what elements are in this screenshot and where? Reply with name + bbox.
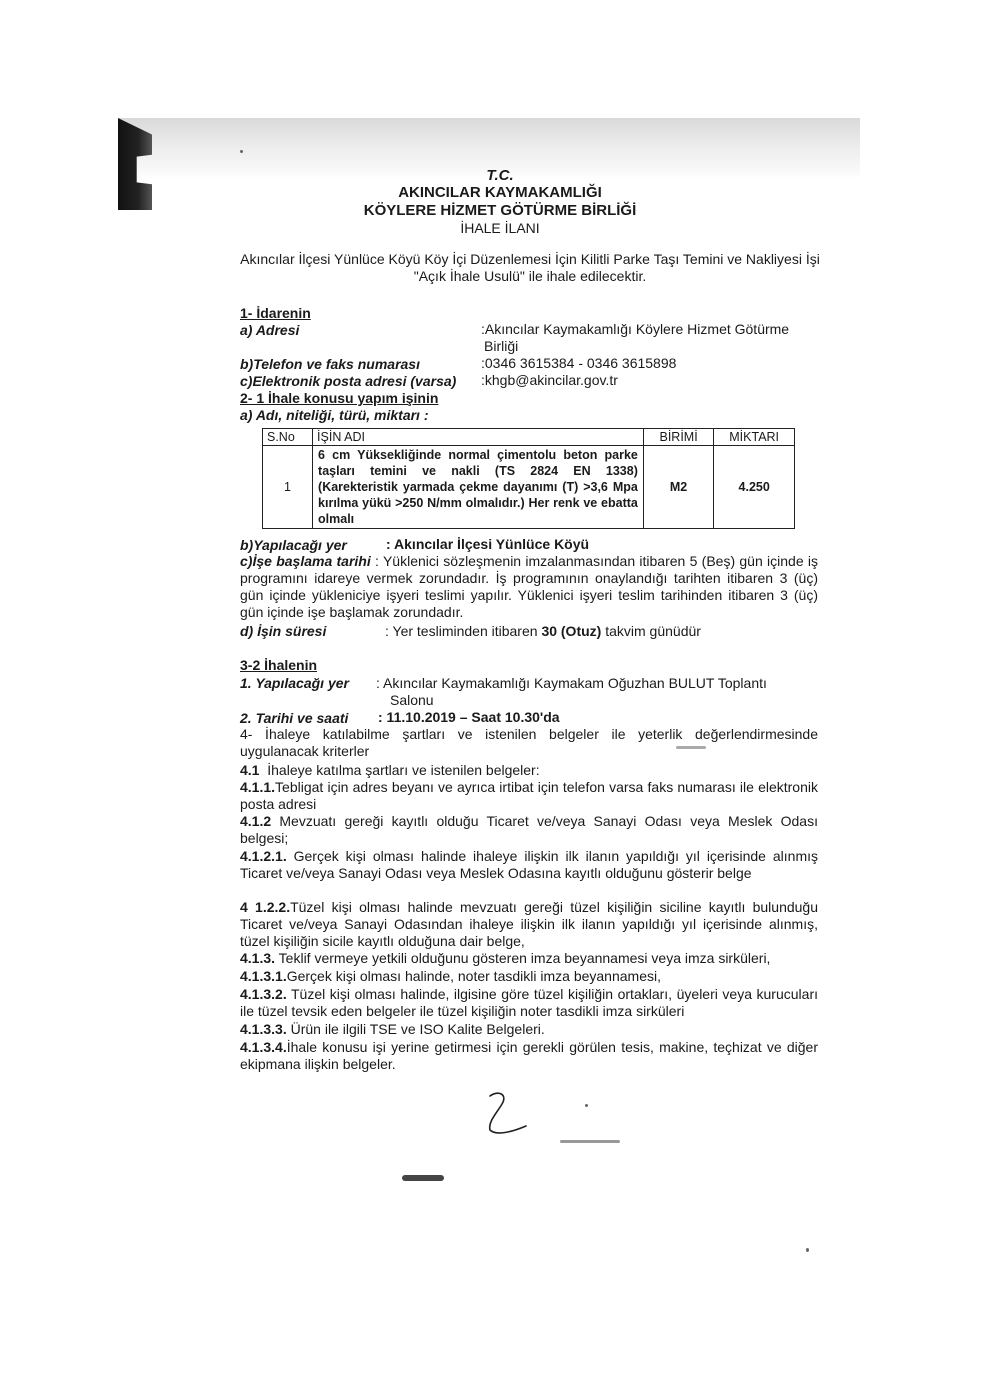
col-header-unit: BİRİMİ xyxy=(643,429,713,446)
tender-date-value: : 11.10.2019 – Saat 10.30'da xyxy=(378,709,560,725)
scan-speck xyxy=(402,1175,444,1181)
cell-qty: 4.250 xyxy=(714,446,795,529)
item-4-1-3-2-text: Tüzel kişi olması halinde, ilgisine göre tüzel kişiliğin ortakları, üyeleri veya kurucuları ile tüzel tevsik eden belgeler ile tüzel kişiliğin noter tasdikli imza sirküleri xyxy=(240,986,818,1019)
cell-no: 1 xyxy=(263,446,313,529)
item-4-1-3-number: 4.1.3. xyxy=(240,950,276,966)
item-4-1-text: İhaleye katılma şartları ve istenilen belgeler: xyxy=(267,762,540,778)
item-4-1-2 xyxy=(240,813,818,847)
item-4-1-3-3-text: Ürün ile ilgili TSE ve ISO Kalite Belgeleri. xyxy=(286,1021,545,1037)
phone-value: :0346 3615384 - 0346 3615898 xyxy=(481,355,677,371)
item-4-1-1 xyxy=(240,779,818,813)
item-4-1-2-2 xyxy=(240,899,818,950)
item-4-1-3-4 xyxy=(240,1039,818,1073)
cell-name: 6 cm Yüksekliğinde normal çimentolu beton parke taşları temini ve nakli (TS 2824 EN 1338) (Karekteristik yarmada çekme dayanımı (T) >3,6 Mpa kırılma yükü >250 N/mm olmalıdır.) Her renk ve ebatta olmalı xyxy=(313,446,644,529)
scan-speck xyxy=(240,150,243,153)
item-4-1-3-2-number: 4.1.3.2. xyxy=(240,986,287,1002)
duration-value-bold: 30 (Otuz) xyxy=(541,623,602,639)
duration-value-pre: : Yer tesliminden itibaren xyxy=(385,623,542,639)
intro-paragraph: Akıncılar İlçesi Yünlüce Köyü Köy İçi Düzenlemesi İçin Kilitli Parke Taşı Temini ve Nakliyesi İşi "Açık İhale Usulü" ile ihale edilecektir. xyxy=(240,251,820,284)
col-header-qty: MİKTARI xyxy=(714,429,795,446)
duration-block xyxy=(240,623,701,640)
item-4-1-2-2-text: Tüzel kişi olması halinde mevzuatı gereği tüzel kişiliğin siciline kayıtlı bulunduğu Ticaret ve/veya Sanayi Odasından ihaleye ilişkin ilk ilanın yapıldığı yıl içerisinde alınmış, tüzel kişiliğin sicile kayıtlı olduğuna dair belge, xyxy=(240,899,819,949)
item-4-1-2-text: Mevzuatı gereği kayıtlı olduğu Ticaret ve/veya Sanayi Odası veya Meslek Odası belgesi; xyxy=(240,813,818,846)
scan-speck xyxy=(585,1104,588,1107)
col-header-name: İŞİN ADI xyxy=(313,429,644,446)
tender-place-value-cont: Salonu xyxy=(390,692,434,708)
item-4-1-2-1 xyxy=(240,848,818,882)
tender-place-value: : Akıncılar Kaymakamlığı Kaymakam Oğuzhan BULUT Toplantı xyxy=(376,675,767,691)
item-4-1-3-1 xyxy=(240,968,818,985)
table-header-row xyxy=(263,429,795,446)
tender-place-label: 1. Yapılacağı yer xyxy=(240,675,349,691)
phone-label: b)Telefon ve faks numarası xyxy=(240,356,420,372)
item-4-1 xyxy=(240,762,818,779)
email-label: c)Elektronik posta adresi (varsa) xyxy=(240,373,457,389)
item-4-1-3-4-text: İhale konusu işi yerine getirmesi için gerekli görülen tesis, makine, teçhizat ve diğer ekipmana ilişkin belgeler. xyxy=(240,1039,818,1072)
email-value: :khgb@akincilar.gov.tr xyxy=(481,372,618,388)
item-4-1-2-2-number: 4 1.2.2. xyxy=(240,899,291,915)
start-label: c)İşe başlama tarihi xyxy=(240,553,371,569)
header-institution: AKINCILAR KAYMAKAMLIĞI xyxy=(398,184,602,201)
item-4-1-3-4-number: 4.1.3.4. xyxy=(240,1039,287,1055)
header-union: KÖYLERE HİZMET GÖTÜRME BİRLİĞİ xyxy=(363,202,637,219)
header-notice-title: İHALE İLANI xyxy=(460,220,540,236)
item-4-1-3-text: Teklif vermeye yetkili olduğunu gösteren imza beyannamesi veya imza sirküleri, xyxy=(275,950,771,966)
item-4-1-3 xyxy=(240,950,818,967)
duration-label: d) İşin süresi xyxy=(240,623,327,639)
start-value: : Yüklenici sözleşmenin imzalanmasından itibaren 5 (Beş) gün içinde iş programını idareye vermek zorundadır. İş programının onaylandığı tarihten itibaren 3 (üç) gün içinde yükleniciye işyeri teslimi yapılır. Yüklenici işyeri teslim tarihinden itibaren 3 (üç) gün içinde işe başlamak zorundadır. xyxy=(240,553,819,620)
duration-value-post: takvim günüdür xyxy=(601,623,701,639)
item-4-1-number: 4.1 xyxy=(240,762,260,778)
section2-title: 2- 1 İhale konusu yapım işinin xyxy=(240,390,439,406)
section4-intro: 4- İhaleye katılabilme şartları ve istenilen belgeler ile yeterlik değerlendirmesinde uygulanacak kriterler xyxy=(240,726,818,759)
place-value: : Akıncılar İlçesi Yünlüce Köyü xyxy=(386,536,590,552)
handwritten-page-mark xyxy=(482,1090,532,1140)
scan-speck xyxy=(560,1140,620,1143)
item-4-1-3-1-number: 4.1.3.1. xyxy=(240,968,287,984)
col-header-no: S.No xyxy=(263,429,313,446)
item-4-1-2-number: 4.1.2 xyxy=(240,813,272,829)
section1-title: 1- İdarenin xyxy=(240,305,311,321)
item-4-1-2-1-text: Gerçek kişi olması halinde ihaleye ilişkin ilk ilanın yapıldığı yıl içerisinde alınmış Ticaret ve/veya Sanayi Odası veya Meslek Odasına kayıtlı olduğunu gösterir belge xyxy=(240,848,818,881)
item-4-1-1-number: 4.1.1. xyxy=(240,779,276,795)
place-label: b)Yapılacağı yer xyxy=(240,537,347,553)
address-label: a) Adresi xyxy=(240,322,300,338)
tender-date-label: 2. Tarihi ve saati xyxy=(240,710,349,726)
item-4-1-2-1-number: 4.1.2.1. xyxy=(240,848,287,864)
scan-speck xyxy=(676,746,706,749)
cell-unit: M2 xyxy=(643,446,713,529)
table-row xyxy=(263,446,795,529)
section3-title: 3-2 İhalenin xyxy=(240,657,318,673)
header-tc: T.C. xyxy=(486,167,514,184)
start-date-block xyxy=(240,553,818,621)
item-4-1-3-3-number: 4.1.3.3. xyxy=(240,1021,287,1037)
section2-sub-a: a) Adı, niteliği, türü, miktarı : xyxy=(240,407,429,423)
item-4-1-1-text: Tebligat için adres beyanı ve ayrıca irtibat için telefon varsa faks numarası ile elektronik posta adresi xyxy=(240,779,818,812)
work-table xyxy=(262,428,795,529)
scan-speck xyxy=(806,1248,809,1252)
item-4-1-3-2 xyxy=(240,986,818,1020)
item-4-1-3-3 xyxy=(240,1021,818,1038)
item-4-1-3-1-text: Gerçek kişi olması halinde, noter tasdikli imza beyannamesi, xyxy=(286,968,661,984)
address-value-cont: Birliği xyxy=(484,338,519,354)
address-value: :Akıncılar Kaymakamlığı Köylere Hizmet Götürme xyxy=(481,321,790,337)
